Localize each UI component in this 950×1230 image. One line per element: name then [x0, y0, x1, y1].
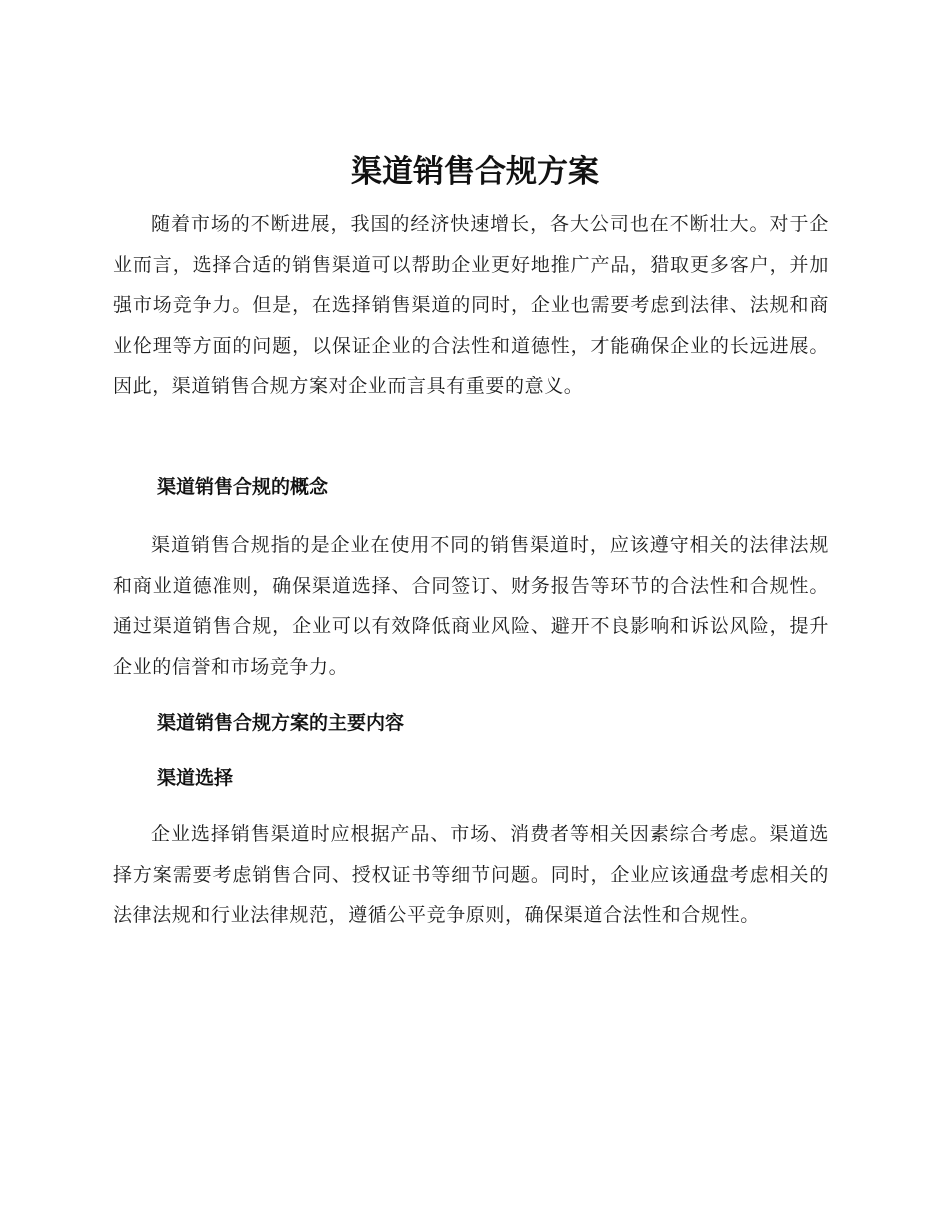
concept-paragraph: 渠道销售合规指的是企业在使用不同的销售渠道时，应该遵守相关的法律法规和商业道德准则，确保渠道选择、合同签订、财务报告等环节的合法性和合规性。通过渠道销售合规，企业可以有效降低商业风险、避开不良影响和诉讼风险，提升企业的信誉和市场竞争力。: [113, 534, 829, 678]
channel-selection-paragraph: 企业选择销售渠道时应根据产品、市场、消费者等相关因素综合考虑。渠道选择方案需要考虑销售合同、授权证书等细节问题。同时，企业应该通盘考虑相关的法律法规和行业法律规范，遵循公平竞争原则，确保渠道合法性和合规性。: [113, 823, 829, 926]
document-title: 渠道销售合规方案: [351, 154, 599, 190]
section-heading-main-content: 渠道销售合规方案的主要内容: [157, 712, 405, 734]
subsection-heading-channel-selection: 渠道选择: [157, 767, 234, 789]
section-heading-concept: 渠道销售合规的概念: [157, 476, 329, 498]
intro-paragraph: 随着市场的不断进展，我国的经济快速增长，各大公司也在不断壮大。对于企业而言，选择合适的销售渠道可以帮助企业更好地推广产品，猎取更多客户，并加强市场竞争力。但是，在选择销售渠道的同时，企业也需要考虑到法律、法规和商业伦理等方面的问题，以保证企业的合法性和道德性，才能确保企业的长远进展。因此，渠道销售合规方案对企业而言具有重要的意义。: [113, 213, 829, 397]
